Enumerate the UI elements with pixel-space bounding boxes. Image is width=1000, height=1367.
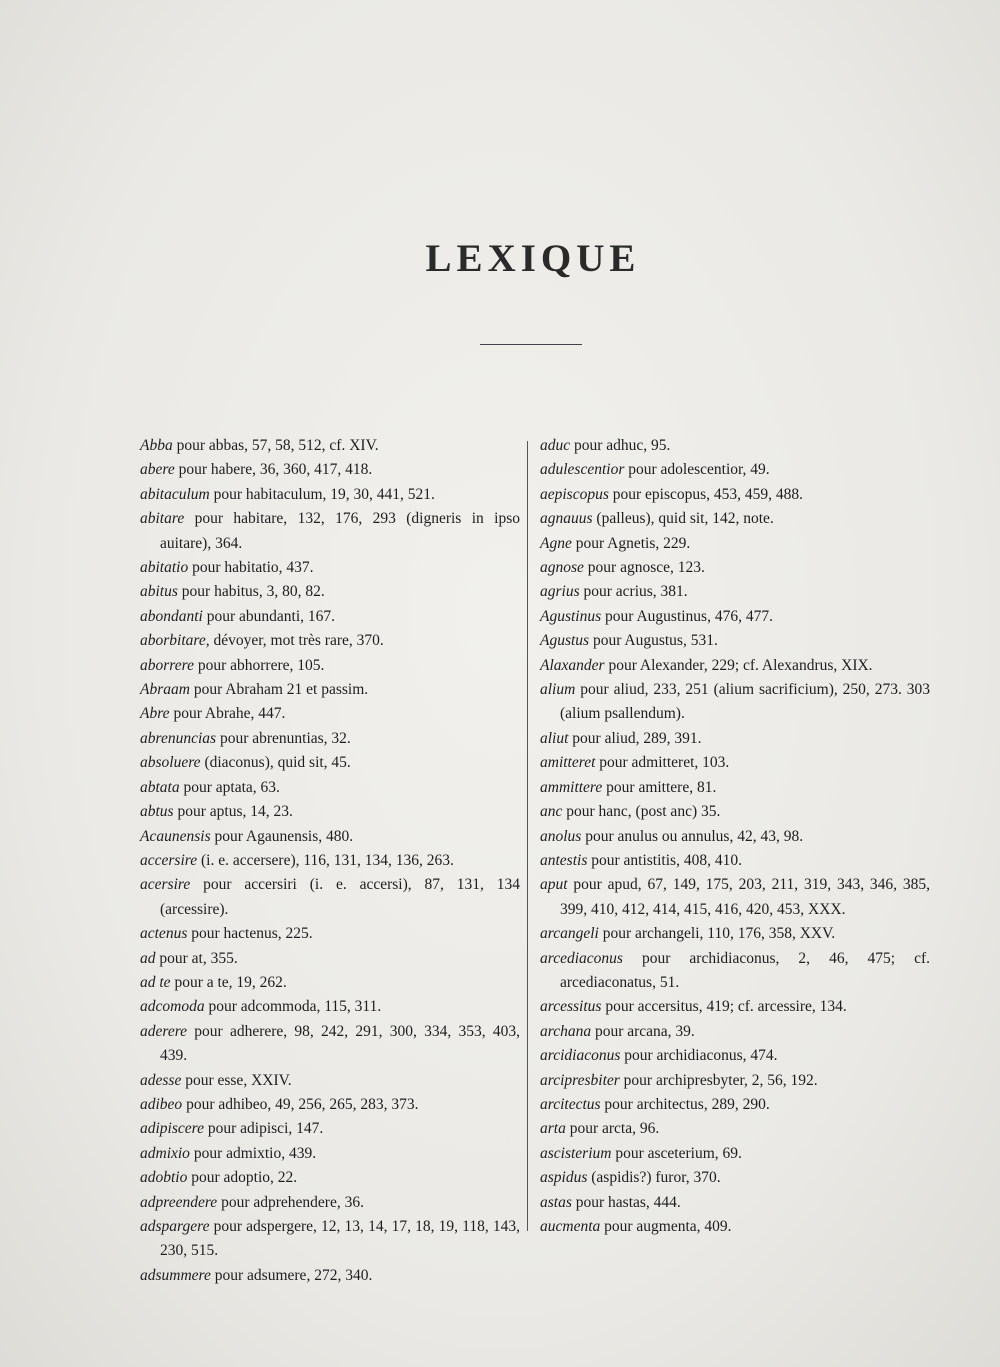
entry-headword: absoluere: [140, 754, 201, 772]
entry-headword: antestis: [540, 851, 588, 869]
entry-gloss: pour esse, XXIV.: [181, 1071, 292, 1089]
entry-gloss: pour adhibeo, 49, 256, 265, 283, 373.: [182, 1095, 419, 1113]
entry-gloss: pour adhuc, 95.: [570, 437, 671, 454]
entry-headword: agnauus: [540, 510, 593, 528]
lexicon-entry: [540, 873, 930, 922]
lexicon-entry: [540, 995, 930, 1019]
lexicon-entry: [540, 629, 930, 653]
entry-gloss: pour a te, 19, 262.: [170, 973, 287, 991]
lexicon-entry: [140, 849, 520, 873]
entry-gloss: pour habitaculum, 19, 30, 441, 521.: [209, 485, 435, 503]
entry-headword: adsummere: [140, 1266, 211, 1284]
lexicon-entry: [140, 995, 520, 1019]
entry-headword: adesse: [140, 1071, 182, 1089]
entry-gloss: pour adolescentior, 49.: [624, 461, 770, 479]
entry-headword: ad te: [140, 973, 171, 991]
lexicon-entry: [540, 947, 930, 996]
lexicon-entry: [540, 556, 930, 580]
left-column: [140, 434, 520, 1288]
lexicon-entry: [140, 556, 520, 580]
entry-gloss: pour habere, 36, 360, 417, 418.: [174, 461, 373, 479]
entry-gloss: pour adherere, 98, 242, 291, 300, 334, 353, 403, 439.: [160, 1022, 520, 1065]
entry-headword: agrius: [540, 583, 580, 601]
entry-headword: adulescentior: [540, 461, 625, 479]
lexicon-entry: [140, 1020, 520, 1069]
entry-headword: adpreendere: [140, 1193, 218, 1211]
entry-headword: arcidiaconus: [540, 1047, 621, 1065]
entry-headword: archana: [540, 1022, 592, 1040]
lexicon-entry: [140, 825, 520, 849]
lexicon-entry: [540, 1215, 930, 1239]
lexicon-entry: [140, 507, 520, 556]
entry-headword: abitare: [140, 510, 185, 528]
entry-gloss: pour Agnetis, 229.: [571, 534, 691, 552]
entry-headword: adibeo: [140, 1095, 183, 1113]
entry-headword: agnose: [540, 559, 584, 577]
lexicon-entry: [540, 1117, 930, 1141]
lexicon-entry: [140, 1264, 520, 1288]
title-rule: [480, 344, 582, 345]
entry-gloss: pour adsumere, 272, 340.: [210, 1266, 373, 1284]
entry-headword: aput: [540, 876, 568, 894]
entry-gloss: pour Abrahe, 447.: [169, 705, 286, 723]
entry-gloss: pour architectus, 289, 290.: [600, 1095, 770, 1113]
entry-headword: Alaxander: [540, 656, 605, 674]
entry-gloss: pour episcopus, 453, 459, 488.: [608, 485, 804, 503]
entry-gloss: pour abrenuntias, 32.: [216, 729, 351, 747]
lexicon-entry: [540, 678, 930, 727]
entry-gloss: pour agnosce, 123.: [583, 559, 705, 577]
entry-gloss: pour arcta, 96.: [565, 1120, 660, 1138]
page-title: LEXIQUE: [425, 237, 641, 280]
entry-gloss: pour adprehendere, 36.: [217, 1193, 364, 1211]
entry-gloss: pour hactenus, 225.: [187, 925, 313, 943]
lexicon-entry: [140, 1093, 520, 1117]
entry-headword: adipiscere: [140, 1120, 204, 1138]
entry-gloss: pour aliud, 233, 251 (alium sacrificium), 250, 273. 303 (alium psallendum).: [560, 681, 930, 723]
lexicon-entry: [140, 727, 520, 751]
entry-gloss: (aspidis?) furor, 370.: [587, 1169, 721, 1187]
entry-gloss: pour habitare, 132, 176, 293 (digneris in ipso auitare), 364.: [160, 510, 520, 552]
entry-headword: arcangeli: [540, 925, 599, 943]
lexicon-entry: [140, 800, 520, 824]
lexicon-entry: [140, 629, 520, 653]
entry-gloss: pour abbas, 57, 58, 512, cf. XIV.: [172, 437, 379, 454]
lexicon-entry: [540, 776, 930, 800]
lexicon-entry: [140, 654, 520, 678]
entry-gloss: pour asceterium, 69.: [611, 1144, 742, 1162]
lexicon-entry: [540, 1069, 930, 1093]
entry-headword: abrenuncias: [140, 729, 217, 747]
entry-gloss: pour abhorrere, 105.: [193, 656, 325, 674]
entry-headword: abtata: [140, 778, 180, 796]
lexicon-entry: [140, 1191, 520, 1215]
entry-headword: aborbitare,: [140, 632, 210, 650]
entry-headword: adspargere: [140, 1218, 210, 1235]
entry-headword: aepiscopus: [540, 485, 609, 503]
lexicon-entry: [540, 1044, 930, 1068]
entry-gloss: pour at, 355.: [155, 949, 238, 967]
entry-gloss: pour habitatio, 437.: [188, 559, 314, 577]
entry-headword: anolus: [540, 827, 582, 845]
entry-headword: aduc: [540, 437, 571, 454]
lexicon-entry: [540, 580, 930, 604]
entry-gloss: pour aliud, 289, 391.: [568, 729, 702, 747]
entry-headword: amitteret: [540, 754, 596, 772]
lexicon-entry: [140, 971, 520, 995]
entry-headword: arcediaconus: [540, 949, 623, 967]
entry-headword: aspidus: [540, 1169, 588, 1187]
lexicon-entry: [540, 1093, 930, 1117]
lexicon-entry: [140, 873, 520, 922]
column-divider: [527, 441, 528, 1231]
lexicon-entry: [140, 776, 520, 800]
entry-headword: aliut: [540, 729, 569, 747]
lexicon-entry: [540, 1191, 930, 1215]
entry-gloss: pour adspergere, 12, 13, 14, 17, 18, 19, 118, 143, 230, 515.: [160, 1218, 520, 1260]
entry-headword: Agne: [540, 534, 572, 552]
lexicon-entry: [540, 507, 930, 531]
entry-gloss: pour anulus ou annulus, 42, 43, 98.: [581, 827, 804, 845]
lexicon-entry: [140, 580, 520, 604]
entry-gloss: pour accersitus, 419; cf. arcessire, 134.: [601, 998, 847, 1016]
lexicon-entry: [140, 483, 520, 507]
entry-gloss: pour augmenta, 409.: [600, 1218, 732, 1235]
entry-headword: arcessitus: [540, 998, 602, 1016]
entry-headword: Abba: [140, 437, 173, 454]
entry-gloss: (palleus), quid sit, 142, note.: [592, 510, 774, 528]
entry-gloss: pour accersiri (i. e. accersi), 87, 131, 134 (arcessire).: [160, 876, 520, 918]
lexicon-entry: [140, 922, 520, 946]
lexicon-entry: [140, 1117, 520, 1141]
entry-gloss: pour adipisci, 147.: [204, 1120, 324, 1138]
entry-headword: abtus: [140, 803, 174, 821]
entry-gloss: pour Augustus, 531.: [589, 632, 718, 650]
entry-headword: abere: [140, 461, 175, 479]
entry-gloss: pour habitus, 3, 80, 82.: [177, 583, 325, 601]
entry-headword: alium: [540, 681, 576, 699]
entry-headword: arcitectus: [540, 1095, 601, 1113]
entry-gloss: pour Alexander, 229; cf. Alexandrus, XIX.: [604, 656, 873, 674]
lexicon-entry: [140, 751, 520, 775]
entry-gloss: pour hastas, 444.: [571, 1193, 681, 1211]
entry-gloss: (diaconus), quid sit, 45.: [200, 754, 351, 772]
entry-gloss: pour Abraham 21 et passim.: [189, 681, 369, 699]
entry-headword: Abre: [140, 705, 170, 723]
entry-headword: acersire: [140, 876, 191, 894]
right-column: [540, 434, 930, 1239]
entry-headword: Agustus: [540, 632, 590, 650]
entry-gloss: pour archidiaconus, 2, 46, 475; cf. arcediaconatus, 51.: [560, 949, 930, 991]
lexicon-entry: [540, 483, 930, 507]
entry-headword: ammittere: [540, 778, 603, 796]
entry-gloss: pour adcommoda, 115, 311.: [204, 998, 382, 1016]
lexicon-entry: [540, 1020, 930, 1044]
entry-headword: adcomoda: [140, 998, 205, 1016]
lexicon-entry: [140, 1215, 520, 1264]
entry-headword: accersire: [140, 851, 198, 869]
entry-headword: aborrere: [140, 656, 194, 674]
lexicon-entry: [540, 849, 930, 873]
entry-headword: admixio: [140, 1144, 190, 1162]
entry-gloss: pour apud, 67, 149, 175, 203, 211, 319, 343, 346, 385, 399, 410, 412, 414, 415, 416, 420, 453, XXX.: [560, 876, 930, 918]
entry-gloss: pour admixtio, 439.: [189, 1144, 317, 1162]
entry-gloss: pour arcana, 39.: [591, 1022, 695, 1040]
entry-headword: abitatio: [140, 559, 189, 577]
entry-headword: abitaculum: [140, 485, 210, 503]
entry-gloss: pour archangeli, 110, 176, 358, XXV.: [598, 925, 836, 943]
entry-headword: abondanti: [140, 607, 203, 625]
entry-gloss: pour abundanti, 167.: [202, 607, 336, 625]
lexicon-entry: [540, 1166, 930, 1190]
lexicon-entry: [540, 751, 930, 775]
entry-headword: astas: [540, 1193, 572, 1211]
entry-headword: aucmenta: [540, 1218, 601, 1235]
entry-gloss: pour hanc, (post anc) 35.: [562, 803, 721, 821]
lexicon-entry: [140, 702, 520, 726]
entry-gloss: pour adoptio, 22.: [187, 1169, 298, 1187]
entry-gloss: pour Agaunensis, 480.: [210, 827, 354, 845]
lexicon-entry: [140, 1142, 520, 1166]
entry-gloss: pour admitteret, 103.: [595, 754, 730, 772]
lexicon-entry: [540, 800, 930, 824]
entry-headword: anc: [540, 803, 563, 821]
lexicon-entry: [140, 947, 520, 971]
lexicon-entry: [540, 727, 930, 751]
lexicon-entry: [140, 458, 520, 482]
lexicon-entry: [540, 532, 930, 556]
lexicon-entry: [140, 1166, 520, 1190]
entry-gloss: dévoyer, mot très rare, 370.: [209, 632, 384, 650]
entry-gloss: pour archidiaconus, 474.: [620, 1047, 778, 1065]
lexicon-entry: [540, 605, 930, 629]
entry-headword: ad: [140, 949, 156, 967]
entry-gloss: pour Augustinus, 476, 477.: [601, 607, 773, 625]
lexicon-entry: [540, 922, 930, 946]
entry-headword: Abraam: [140, 681, 190, 699]
lexicon-entry: [540, 654, 930, 678]
entry-headword: Acaunensis: [140, 827, 211, 845]
entry-gloss: (i. e. accersere), 116, 131, 134, 136, 263.: [197, 851, 454, 869]
entry-gloss: pour amittere, 81.: [602, 778, 717, 796]
entry-headword: adobtio: [140, 1169, 188, 1187]
lexicon-entry: [540, 458, 930, 482]
lexicon-entry: [140, 678, 520, 702]
entry-gloss: pour acrius, 381.: [579, 583, 688, 601]
entry-headword: aderere: [140, 1022, 188, 1040]
entry-headword: arcipresbiter: [540, 1071, 620, 1089]
entry-gloss: pour antistitis, 408, 410.: [587, 851, 742, 869]
entry-gloss: pour archipresbyter, 2, 56, 192.: [619, 1071, 818, 1089]
lexicon-entry: [140, 605, 520, 629]
lexicon-entry: [540, 434, 930, 458]
entry-headword: actenus: [140, 925, 188, 943]
entry-headword: arta: [540, 1120, 566, 1138]
lexicon-entry: [540, 825, 930, 849]
entry-headword: Agustinus: [540, 607, 602, 625]
lexicon-entry: [540, 1142, 930, 1166]
lexicon-entry: [140, 434, 520, 458]
lexicon-entry: [140, 1069, 520, 1093]
entry-headword: abitus: [140, 583, 178, 601]
entry-headword: ascisterium: [540, 1144, 612, 1162]
entry-gloss: pour aptus, 14, 23.: [173, 803, 293, 821]
entry-gloss: pour aptata, 63.: [179, 778, 280, 796]
